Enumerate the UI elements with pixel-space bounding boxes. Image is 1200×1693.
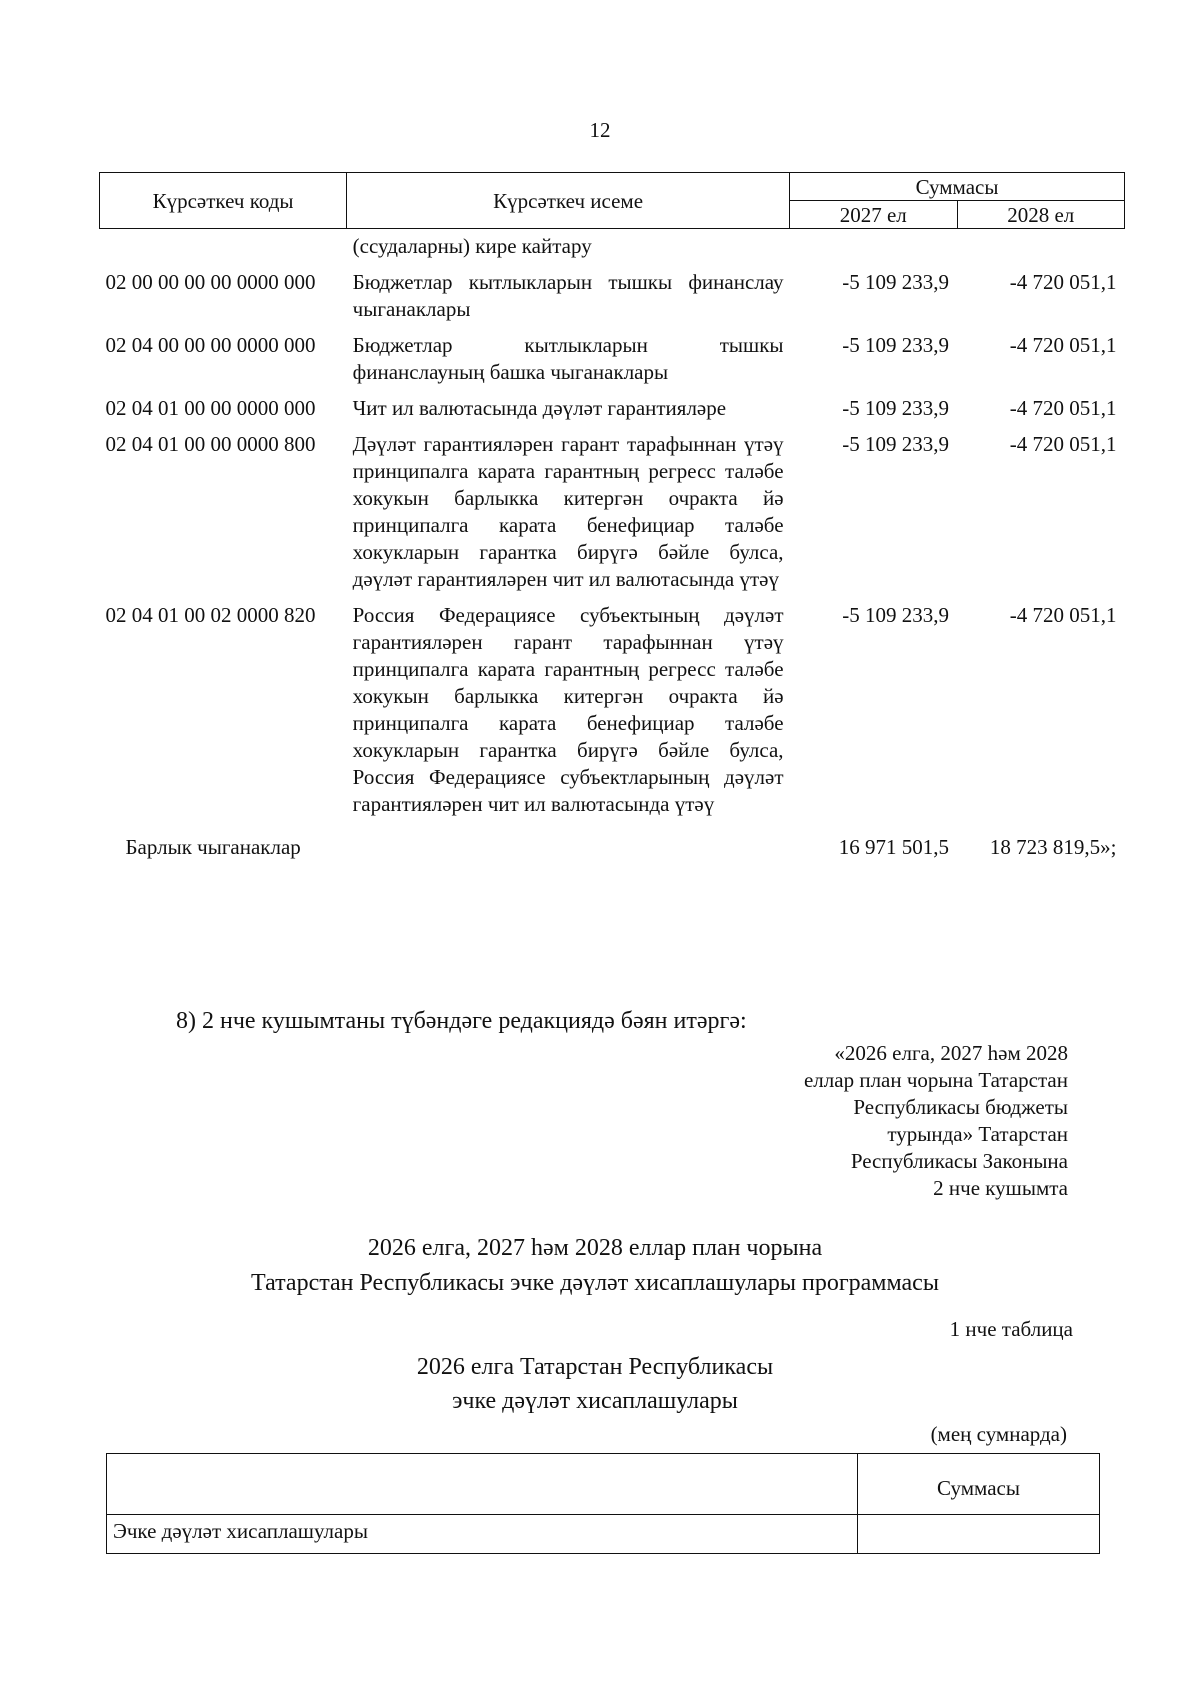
annex-caption <box>804 1040 1068 1202</box>
row-code: 02 04 01 00 00 0000 800 <box>105 432 316 456</box>
table-row <box>100 260 1125 323</box>
table-title-line: эчке дәүләт хисаплашулары <box>452 1388 738 1414</box>
header-year-2028: 2028 ел <box>957 201 1125 229</box>
header-blank-cell <box>107 1454 858 1515</box>
row-value-2028: -4 720 051,1 <box>1009 396 1117 420</box>
table-number-label: 1 нче таблица <box>949 1317 1073 1341</box>
row-value-2027: -5 109 233,9 <box>842 396 949 420</box>
row-label: Эчке дәүләт хисаплашулары <box>107 1515 858 1554</box>
row-value <box>858 1515 1100 1554</box>
annex-line: еллар план чорына Татарстан <box>803 1068 1068 1092</box>
program-title-line: 2026 елга, 2027 һәм 2028 еллар план чорына <box>367 1235 823 1261</box>
program-title <box>90 1231 1100 1301</box>
header-sums: Суммасы <box>790 173 1125 201</box>
row-name: Бюджетлар кытлыкларын тышкы финанслауның башка чыганаклары <box>352 333 784 384</box>
row-name: Дәүләт гарантияләрен гарант тарафыннан үтәү принципалга карата гарантның регресс таләбе хокукын барлыкка китергән очракта йә принципалга карата бенефициар таләбе хокукларын гарантка бирүгә бәйле булса, дәүләт гарантияләрен чит ил валютасында үтәү <box>352 432 784 591</box>
header-year-2027: 2027 ел <box>790 201 957 229</box>
table-row <box>100 386 1125 422</box>
page-number: 12 <box>589 118 611 142</box>
row-value-2028: -4 720 051,1 <box>1009 603 1117 627</box>
annex-line: Республикасы Законына <box>850 1149 1068 1173</box>
annex-line: «2026 елга, 2027 һәм 2028 <box>834 1041 1068 1065</box>
row-value-2027: -5 109 233,9 <box>842 603 949 627</box>
header-sum: Суммасы <box>858 1454 1100 1515</box>
annex-line: Республикасы бюджеты <box>853 1095 1068 1119</box>
borrowings-table <box>106 1453 1100 1554</box>
annex-line: 2 нче кушымта <box>933 1176 1068 1200</box>
header-code: Күрсәткеч коды <box>100 173 347 229</box>
table-row <box>100 323 1125 386</box>
table-row <box>100 422 1125 593</box>
row-value-2027: -5 109 233,9 <box>842 432 949 456</box>
row-name: Бюджетлар кытлыкларын тышкы финанслау чыганаклары <box>352 270 784 321</box>
row-value-2027: -5 109 233,9 <box>842 333 949 357</box>
table-row-total <box>100 818 1125 861</box>
row-value-2028: -4 720 051,1 <box>1009 432 1117 456</box>
header-name: Күрсәткеч исеме <box>347 173 790 229</box>
row-code: 02 00 00 00 00 0000 000 <box>105 270 316 294</box>
sources-table <box>99 172 1125 861</box>
table-row-continuation <box>100 229 1125 261</box>
row-name: Россия Федерациясе субъектының дәүләт гарантияләрен гарант тарафыннан үтәү принципалга карата гарантның регресс таләбе хокукын барлыкка китергән очракта йә принципалга карата бенефициар таләбе хокукларын гарантка бирүгә бәйле булса, Россия Федерациясе субъектларының дәүләт гарантияләрен чит ил валютасында үтәү <box>352 603 784 816</box>
row-value-2027: -5 109 233,9 <box>842 270 949 294</box>
table-row <box>100 593 1125 818</box>
table-title <box>90 1350 1100 1418</box>
total-value-2028: 18 723 819,5»; <box>989 835 1117 859</box>
table-row <box>107 1515 1100 1554</box>
units-label: (мең сумнарда) <box>930 1422 1067 1446</box>
item-8-instruction: 8) 2 нче кушымтаны түбәндәге редакциядә бәян итәргә: <box>176 1008 747 1034</box>
continuation-text: (ссудаларны) кире кайтару <box>352 234 592 258</box>
total-value-2027: 16 971 501,5 <box>838 835 949 859</box>
annex-line: турында» Татарстан <box>887 1122 1068 1146</box>
row-value-2028: -4 720 051,1 <box>1009 270 1117 294</box>
row-code: 02 04 00 00 00 0000 000 <box>105 333 316 357</box>
table-header-row <box>107 1454 1100 1515</box>
row-value-2028: -4 720 051,1 <box>1009 333 1117 357</box>
program-title-line: Татарстан Республикасы эчке дәүләт хисаплашулары программасы <box>251 1270 939 1296</box>
row-code: 02 04 01 00 00 0000 000 <box>105 396 316 420</box>
row-name: Чит ил валютасында дәүләт гарантияләре <box>352 396 727 420</box>
table-title-line: 2026 елга Татарстан Республикасы <box>416 1354 774 1380</box>
total-label: Барлык чыганаклар <box>125 835 301 859</box>
row-code: 02 04 01 00 02 0000 820 <box>105 603 316 627</box>
